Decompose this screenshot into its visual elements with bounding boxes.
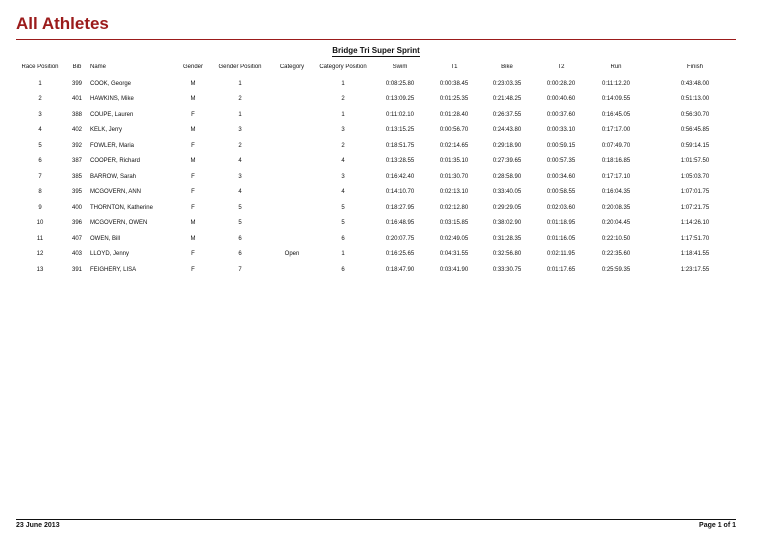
cell-finish: 1:14:26.10	[680, 220, 710, 227]
event-title-container	[0, 46, 752, 55]
cell-category	[270, 154, 314, 170]
cell-bib: 392	[71, 142, 82, 149]
cell-run: 0:22:35.60	[601, 251, 631, 258]
cell-gender: M	[190, 158, 196, 165]
cell-run: 0:17:17.10	[601, 173, 631, 180]
cell-t1: 0:02:12.80	[439, 204, 469, 211]
cell-t1: 0:03:15.85	[439, 220, 469, 227]
cell-category	[270, 185, 314, 201]
cell-run: 0:14:09.55	[601, 96, 631, 103]
cell-t2: 0:01:18.95	[546, 220, 576, 227]
table-row	[16, 247, 746, 263]
column-header-race-position: Race Position	[21, 64, 59, 70]
cell-race-position: 8	[38, 189, 42, 196]
table-row	[16, 231, 746, 247]
cell-swim: 0:18:27.95	[385, 204, 415, 211]
cell-name: OWEN, Bill	[90, 235, 120, 242]
cell-category: Open	[284, 251, 300, 258]
cell-gender-position: 6	[238, 251, 242, 258]
table-row	[16, 200, 746, 216]
cell-gender-position: 2	[238, 96, 242, 103]
cell-t2: 0:02:03.60	[546, 204, 576, 211]
cell-category-position: 6	[341, 235, 345, 242]
cell-t1: 0:00:38.45	[439, 80, 469, 87]
column-header-category: Category	[279, 64, 305, 70]
cell-category	[270, 231, 314, 247]
cell-category-position: 5	[341, 204, 345, 211]
cell-bike: 0:31:28.35	[492, 235, 522, 242]
cell-finish: 0:56:30.70	[680, 111, 710, 118]
cell-category	[270, 107, 314, 123]
cell-finish: 0:59:14.15	[680, 142, 710, 149]
cell-run: 0:25:59.35	[601, 266, 631, 273]
cell-t1: 0:01:30.70	[439, 173, 469, 180]
cell-race-position: 10	[36, 220, 44, 227]
cell-name: FOWLER, Maria	[90, 142, 135, 149]
cell-swim: 0:13:28.55	[385, 158, 415, 165]
cell-t1: 0:01:35.10	[439, 158, 469, 165]
cell-race-position: 6	[38, 158, 42, 165]
table-row	[16, 138, 746, 154]
cell-t2: 0:02:11.95	[547, 251, 575, 258]
cell-swim: 0:18:51.75	[385, 142, 415, 149]
table-row	[16, 262, 746, 278]
cell-gender-position: 7	[238, 266, 242, 273]
cell-run: 0:20:04.45	[601, 220, 631, 227]
cell-finish: 0:56:45.85	[680, 127, 710, 134]
table-row	[16, 107, 746, 123]
column-header-bib: Bib	[72, 64, 82, 70]
cell-category-position: 6	[341, 266, 345, 273]
cell-gender: F	[191, 142, 195, 149]
table-row	[16, 216, 746, 232]
cell-category-position: 4	[341, 158, 345, 165]
cell-run: 0:16:45.05	[601, 111, 631, 118]
cell-bike: 0:33:40.05	[492, 189, 522, 196]
footer-date: 23 June 2013	[16, 522, 60, 529]
cell-t1: 0:04:31.55	[439, 251, 469, 258]
cell-finish: 1:07:21.75	[680, 204, 710, 211]
cell-name: FEIGHERY, LISA	[90, 266, 137, 273]
cell-t1: 0:02:49.05	[439, 235, 469, 242]
cell-bike: 0:32:56.80	[492, 251, 522, 258]
cell-gender: F	[191, 173, 195, 180]
cell-gender: F	[191, 204, 195, 211]
cell-t1: 0:02:13.10	[439, 189, 469, 196]
cell-swim: 0:11:02.10	[386, 111, 414, 118]
cell-race-position: 3	[38, 111, 42, 118]
cell-finish: 1:05:03.70	[680, 173, 710, 180]
cell-category	[270, 200, 314, 216]
cell-gender: M	[190, 235, 196, 242]
cell-gender-position: 3	[238, 173, 242, 180]
cell-finish: 1:07:01.75	[680, 189, 710, 196]
column-header-gender-position: Gender Position	[218, 64, 262, 70]
cell-run: 0:07:49.70	[601, 142, 631, 149]
cell-gender: F	[191, 111, 195, 118]
column-header-swim: Swim	[392, 64, 408, 70]
table-body	[16, 76, 746, 278]
cell-race-position: 4	[38, 127, 42, 134]
cell-bib: 387	[71, 158, 82, 165]
cell-race-position: 7	[38, 173, 42, 180]
table-row	[16, 123, 746, 139]
cell-swim: 0:20:07.75	[385, 235, 415, 242]
cell-swim: 0:13:15.25	[385, 127, 415, 134]
cell-finish: 1:01:57.50	[680, 158, 710, 165]
cell-t1: 0:01:28.40	[439, 111, 469, 118]
cell-category-position: 2	[341, 96, 345, 103]
title-divider	[16, 39, 736, 40]
cell-finish: 0:43:48.00	[680, 80, 710, 87]
cell-swim: 0:13:09.25	[385, 96, 415, 103]
cell-run: 0:20:08.35	[601, 204, 631, 211]
cell-name: COOPER, Richard	[90, 158, 141, 165]
cell-t2: 0:00:59.15	[546, 142, 576, 149]
cell-gender: M	[190, 127, 196, 134]
cell-bib: 402	[71, 127, 82, 134]
cell-run: 0:11:12.20	[602, 80, 630, 87]
cell-t2: 0:00:40.60	[546, 96, 576, 103]
cell-category-position: 4	[341, 189, 345, 196]
cell-run: 0:17:17.00	[601, 127, 631, 134]
cell-gender-position: 1	[238, 111, 242, 118]
cell-run: 0:16:04.35	[601, 189, 631, 196]
cell-name: MCGOVERN, ANN	[90, 189, 142, 196]
cell-bib: 403	[71, 251, 82, 258]
footer-page-number: Page 1 of 1	[699, 522, 736, 529]
cell-gender-position: 1	[238, 80, 242, 87]
cell-t2: 0:00:57.35	[546, 158, 576, 165]
table-row	[16, 92, 746, 108]
cell-t1: 0:02:14.65	[439, 142, 469, 149]
cell-swim: 0:18:47.90	[385, 266, 415, 273]
cell-race-position: 1	[38, 80, 42, 87]
cell-finish: 1:18:41.55	[680, 251, 710, 258]
cell-gender-position: 2	[238, 142, 242, 149]
cell-category	[270, 123, 314, 139]
cell-category-position: 2	[341, 142, 345, 149]
cell-race-position: 12	[36, 251, 44, 258]
cell-finish: 1:23:17.55	[680, 266, 710, 273]
cell-name: BARROW, Sarah	[90, 173, 137, 180]
cell-name: LLOYD, Jenny	[90, 251, 130, 258]
column-header-t1: T1	[450, 64, 458, 70]
cell-gender: F	[191, 266, 195, 273]
cell-bib: 396	[71, 220, 82, 227]
cell-race-position: 9	[38, 204, 42, 211]
cell-name: MCGOVERN, OWEN	[90, 220, 148, 227]
cell-bib: 385	[71, 173, 82, 180]
cell-bike: 0:26:37.55	[492, 111, 522, 118]
cell-gender: M	[190, 96, 196, 103]
cell-bike: 0:21:48.25	[492, 96, 522, 103]
cell-category-position: 1	[341, 80, 345, 87]
footer-divider	[16, 519, 736, 520]
cell-swim: 0:08:25.80	[385, 80, 415, 87]
cell-bike: 0:24:43.80	[492, 127, 522, 134]
cell-gender-position: 6	[238, 235, 242, 242]
cell-race-position: 13	[36, 266, 44, 273]
cell-bib: 407	[71, 235, 82, 242]
cell-gender: F	[191, 251, 195, 258]
cell-name: COUPE, Lauren	[90, 111, 134, 118]
cell-swim: 0:16:42.40	[385, 173, 415, 180]
cell-t2: 0:00:37.60	[546, 111, 576, 118]
cell-run: 0:18:16.85	[601, 158, 631, 165]
cell-name: HAWKINS, Mike	[90, 96, 134, 103]
cell-t1: 0:00:56.70	[439, 127, 469, 134]
cell-category-position: 1	[341, 251, 345, 258]
cell-race-position: 11	[36, 235, 44, 242]
column-header-name: Name	[90, 64, 107, 70]
cell-bike: 0:27:39.65	[492, 158, 522, 165]
cell-bike: 0:23:03.35	[492, 80, 522, 87]
cell-name: THORNTON, Katherine	[90, 204, 153, 211]
cell-bib: 400	[71, 204, 82, 211]
cell-category-position: 1	[341, 111, 345, 118]
page-title: All Athletes	[16, 14, 109, 33]
cell-category	[270, 92, 314, 108]
cell-t1: 0:03:41.90	[439, 266, 469, 273]
cell-category-position: 3	[341, 173, 345, 180]
cell-bike: 0:29:29.05	[492, 204, 522, 211]
results-table	[16, 64, 746, 278]
column-header-bike: Bike	[501, 64, 513, 70]
cell-category	[270, 169, 314, 185]
column-header-gender: Gender	[182, 64, 203, 70]
table-row	[16, 154, 746, 170]
cell-bib: 399	[71, 80, 82, 87]
cell-bib: 395	[71, 189, 82, 196]
cell-t2: 0:00:34.60	[546, 173, 576, 180]
cell-t2: 0:01:16.05	[546, 235, 576, 242]
cell-gender-position: 4	[238, 189, 242, 196]
cell-category	[270, 76, 314, 92]
cell-name: COOK, George	[90, 80, 132, 87]
cell-race-position: 2	[38, 96, 42, 103]
column-header-finish: Finish	[686, 64, 703, 70]
column-header-t2: T2	[557, 64, 565, 70]
cell-bike: 0:28:58.90	[492, 173, 522, 180]
cell-run: 0:22:10.50	[601, 235, 631, 242]
table-row	[16, 185, 746, 201]
cell-bib: 388	[71, 111, 82, 118]
cell-bike: 0:29:18.90	[492, 142, 522, 149]
cell-finish: 1:17:51.70	[680, 235, 710, 242]
cell-t2: 0:00:28.20	[546, 80, 576, 87]
cell-category	[270, 216, 314, 232]
cell-swim: 0:16:48.95	[385, 220, 415, 227]
cell-bike: 0:38:02.90	[492, 220, 522, 227]
cell-gender: M	[190, 80, 196, 87]
event-title: Bridge Tri Super Sprint	[332, 46, 420, 55]
cell-name: KELK, Jerry	[90, 127, 123, 134]
cell-t2: 0:00:33.10	[546, 127, 576, 134]
table-row	[16, 76, 746, 92]
cell-race-position: 5	[38, 142, 42, 149]
cell-gender-position: 5	[238, 204, 242, 211]
cell-category-position: 3	[341, 127, 345, 134]
cell-bib: 391	[71, 266, 82, 273]
cell-gender: F	[191, 189, 195, 196]
cell-gender-position: 4	[238, 158, 242, 165]
column-header-run: Run	[610, 64, 622, 70]
cell-t2: 0:00:58.55	[546, 189, 576, 196]
cell-t2: 0:01:17.65	[546, 266, 576, 273]
cell-category	[270, 262, 314, 278]
cell-category-position: 5	[341, 220, 345, 227]
table-row	[16, 169, 746, 185]
cell-finish: 0:51:13.00	[680, 96, 710, 103]
cell-swim: 0:16:25.65	[385, 251, 415, 258]
cell-gender: M	[190, 220, 196, 227]
cell-category	[270, 138, 314, 154]
table-header-row	[16, 64, 746, 76]
cell-bib: 401	[71, 96, 82, 103]
cell-swim: 0:14:10.70	[385, 189, 415, 196]
cell-bike: 0:33:30.75	[492, 266, 522, 273]
column-header-category-position: Category Position	[319, 64, 367, 70]
cell-gender-position: 5	[238, 220, 242, 227]
cell-gender-position: 3	[238, 127, 242, 134]
cell-t1: 0:01:25.35	[439, 96, 469, 103]
